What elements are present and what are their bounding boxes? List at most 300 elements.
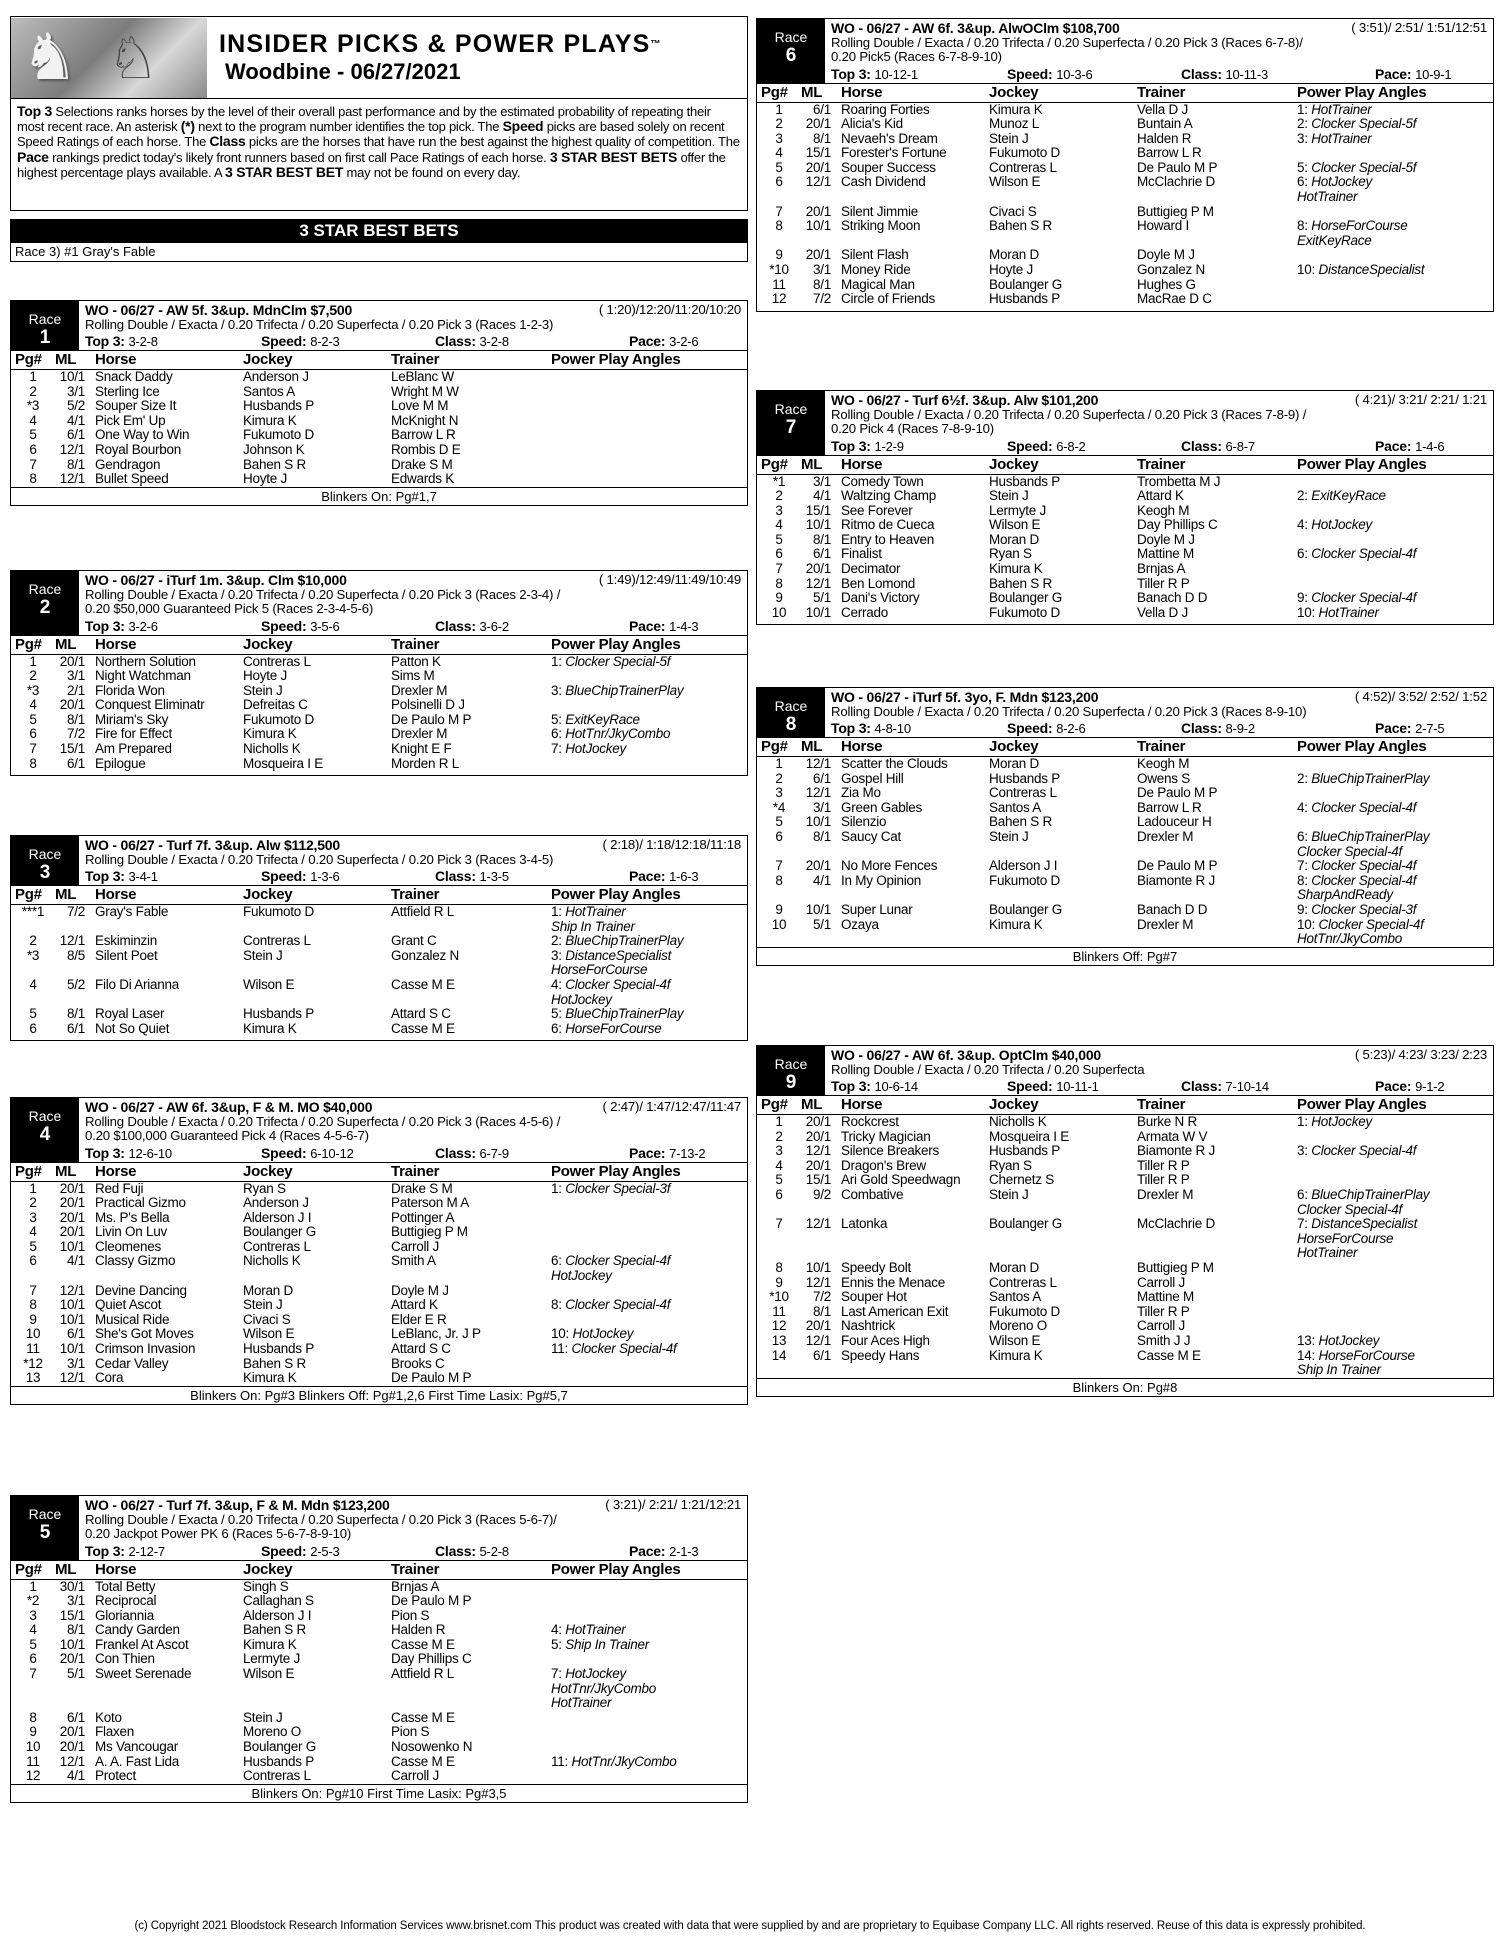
column-angles: Power Play Angles (1297, 1096, 1493, 1115)
race-number: 2 (39, 597, 51, 618)
race-conditions-row (831, 1048, 1493, 1063)
program-number: 6 (29, 1253, 37, 1269)
class-value: 1-3-5 (479, 869, 509, 884)
program-number: 14 (771, 1347, 787, 1363)
power-play-angle (1297, 102, 1493, 117)
speed-label: Speed: (261, 617, 307, 634)
program-number: 4 (775, 145, 783, 161)
angle-text: Clocker Special-4f (1318, 916, 1424, 932)
table-row (11, 1313, 747, 1328)
trainer-name: Morden R L (391, 755, 460, 771)
horse-name (95, 1269, 243, 1284)
morning-line (801, 932, 841, 947)
program-number: 7 (29, 1666, 37, 1682)
table-row (11, 949, 747, 964)
horse-name: Waltzing Champ (841, 488, 937, 504)
table-row (11, 1357, 747, 1372)
jockey-name: Kimura K (243, 726, 297, 742)
angle-text: HorseForCourse (1318, 1347, 1415, 1363)
top3-picks (831, 438, 1007, 455)
column-trainer: Trainer (1137, 738, 1297, 757)
power-play-angle (1297, 161, 1493, 176)
table-row (11, 1652, 747, 1667)
horse-name: Roaring Forties (841, 101, 930, 117)
trainer-name: Trombetta M J (1137, 473, 1221, 489)
power-play-angle (1297, 874, 1493, 889)
program-number (11, 1696, 55, 1711)
top3-label: Top 3: (85, 617, 125, 634)
jockey-name: Fukumoto D (243, 711, 315, 727)
morning-line (55, 1696, 95, 1711)
morning-line: 5/2 (66, 976, 85, 992)
entries-table (757, 738, 1493, 947)
class-value: 3-2-8 (479, 334, 509, 349)
table-row (11, 1725, 747, 1740)
power-play-angle (1297, 518, 1493, 533)
trainer-name: LeBlanc, Jr. J P (391, 1326, 481, 1342)
jockey-name: Husbands P (243, 1006, 315, 1022)
column-ml: ML (55, 886, 95, 905)
horse-name: In My Opinion (841, 872, 922, 888)
race-wagers: Rolling Double / Exacta / 0.20 Trifecta / 0.20 Superfecta / 0.20 Pick 3 (Races 7-8-9) / (831, 406, 1307, 422)
power-play-angle (1297, 263, 1493, 278)
jockey-name: Contreras L (243, 1238, 311, 1254)
pace-label: Pace: (1375, 1078, 1412, 1094)
power-play-angle (551, 1769, 747, 1784)
equipment-changes: Blinkers On: Pg#10 First Time Lasix: Pg#3,5 (11, 1784, 747, 1802)
trainer-name: Vella D J (1137, 101, 1189, 117)
horse-name (841, 845, 989, 860)
power-play-angle (551, 1225, 747, 1240)
morning-line: 15/1 (805, 1172, 831, 1188)
program-number: 13 (25, 1370, 41, 1386)
program-number: 2 (29, 933, 37, 949)
table-row (757, 1276, 1493, 1291)
angle-text: DistanceSpecialist (1311, 1216, 1418, 1232)
horse-name: She's Got Moves (95, 1326, 194, 1342)
morning-line: 6/1 (66, 1326, 85, 1342)
power-play-angle (551, 713, 747, 728)
horse-name: Gospel Hill (841, 770, 904, 786)
race-conditions-row (831, 393, 1493, 408)
angle-text: Clocker Special-5f (565, 653, 671, 669)
table-row (757, 1334, 1493, 1349)
table-row (757, 1130, 1493, 1145)
program-number: 7 (29, 741, 37, 757)
race-picks (831, 719, 1493, 737)
pace-picks (1375, 66, 1485, 83)
power-play-angle (1297, 292, 1493, 307)
horse-name: Am Prepared (95, 741, 172, 757)
program-number: 7 (29, 456, 37, 472)
race-header (757, 391, 1493, 456)
table-row (11, 1327, 747, 1342)
table-row (757, 772, 1493, 787)
pace-value: 10-9-1 (1415, 66, 1452, 82)
trainer-name: Polsinelli D J (391, 697, 465, 713)
jockey-name: Kimura K (243, 412, 297, 428)
trainer-name: LeBlanc W (391, 369, 455, 384)
program-number: 11 (772, 276, 786, 292)
angle-number: 1: (551, 904, 566, 919)
morning-line: 4/1 (66, 1768, 85, 1784)
race-6-card (756, 18, 1494, 312)
power-play-angle (551, 1298, 747, 1313)
program-number: 7 (775, 858, 783, 874)
angle-text: BlueChipTrainerPlay (1311, 828, 1430, 844)
trainer-name: Halden R (391, 1622, 446, 1638)
table-row (757, 830, 1493, 845)
race-badge (757, 1046, 825, 1096)
speed-picks (261, 868, 435, 885)
top3-label: Top 3: (831, 65, 871, 82)
pace-value: 2-1-3 (669, 1543, 699, 1559)
horse-name: No More Fences (841, 858, 938, 874)
race-badge (757, 391, 825, 456)
horse-name: Ben Lomond (841, 575, 916, 591)
trainer-name: Barrow L R (1137, 145, 1202, 161)
jockey-name: Anderson J (243, 1195, 309, 1211)
angle-number: 3: (1297, 130, 1312, 146)
top3-value: 10-6-14 (874, 1079, 918, 1094)
program-number: 3 (775, 502, 783, 518)
jockey-name (989, 1203, 1137, 1218)
trainer-name: Tiller R P (1137, 1157, 1190, 1173)
power-play-angle (551, 1740, 747, 1755)
column-horse: Horse (841, 456, 989, 475)
table-row (11, 1225, 747, 1240)
power-play-angle (551, 414, 747, 429)
horse-name: Flaxen (95, 1724, 135, 1740)
program-number: 11 (26, 1753, 40, 1769)
horse-name: Bullet Speed (95, 471, 169, 487)
horse-name: One Way to Win (95, 427, 190, 443)
jockey-name: Wilson E (243, 1666, 295, 1682)
column-pg: Pg# (757, 1096, 801, 1115)
morning-line: 20/1 (805, 159, 831, 175)
pace-picks (629, 868, 739, 885)
race-wagers: 0.20 Pick 4 (Races 7-8-9-10) (831, 421, 994, 436)
class-label: Class: (1181, 65, 1222, 82)
table-row (757, 292, 1493, 307)
power-play-angle (551, 757, 747, 772)
jockey-name: Husbands P (243, 1341, 315, 1357)
program-number: 8 (775, 218, 783, 234)
table-row (757, 577, 1493, 592)
table-row (757, 1115, 1493, 1130)
column-ml: ML (801, 1096, 841, 1115)
horse-name: Rockcrest (841, 1114, 899, 1129)
angle-text: DistanceSpecialist (565, 947, 672, 963)
race-badge (11, 1496, 79, 1561)
power-play-angle (551, 385, 747, 400)
trainer-name (1137, 1246, 1297, 1261)
program-number: 6 (29, 1020, 37, 1036)
race-wagers: Rolling Double / Exacta / 0.20 Trifecta / 0.20 Superfecta / 0.20 Pick 3 (Races 2-3-4) / (85, 586, 561, 602)
table-header (11, 351, 747, 370)
race-conditions: WO - 06/27 - AW 6f. 3&up. OptClm $40,000 (831, 1047, 1101, 1063)
column-ml: ML (801, 84, 841, 103)
race-info (85, 1496, 747, 1560)
jockey-name: Civaci S (243, 1311, 291, 1327)
speed-picks (261, 618, 435, 635)
table-row (757, 859, 1493, 874)
race-picks (85, 867, 747, 885)
horse-name: Silence Breakers (841, 1143, 940, 1159)
class-picks (435, 868, 629, 885)
trainer-name: Day Phillips C (391, 1651, 472, 1667)
race-post-times: ( 2:18)/ 1:18/12:18/11:18 (602, 837, 741, 852)
race-badge (757, 688, 825, 738)
column-pg: Pg# (11, 351, 55, 370)
race-header (757, 688, 1493, 738)
angle-number: 7: (551, 1666, 566, 1682)
jockey-name: Wilson E (989, 517, 1041, 533)
angle-number: 2: (1297, 770, 1312, 786)
speed-label: Speed: (1007, 720, 1053, 736)
race-8-card (756, 687, 1494, 966)
morning-line: 20/1 (805, 247, 831, 263)
angle-text: HotJockey (565, 741, 627, 757)
horse-name: Con Thien (95, 1651, 155, 1667)
jockey-name: Moran D (243, 1282, 294, 1298)
power-play-angle (551, 428, 747, 443)
horse-name: Souper Success (841, 159, 936, 175)
trainer-name: Doyle M J (391, 1282, 449, 1298)
angle-text: Clocker Special-3f (1311, 901, 1417, 917)
morning-line: 20/1 (59, 1724, 85, 1740)
program-number: 10 (771, 916, 787, 932)
column-horse: Horse (95, 351, 243, 370)
jockey-name (989, 190, 1137, 205)
angle-number: 5: (551, 711, 566, 727)
race-header (11, 1098, 747, 1163)
horse-name: Filo Di Arianna (95, 976, 180, 992)
horse-name: Magical Man (841, 276, 915, 292)
table-row (11, 1667, 747, 1682)
power-play-angle (1297, 132, 1493, 147)
morning-line: 8/1 (812, 1303, 831, 1319)
column-trainer: Trainer (1137, 1096, 1297, 1115)
power-play-angle (551, 934, 747, 949)
trainer-name: Casse M E (1137, 1347, 1201, 1363)
top3-value: 12-6-10 (128, 1145, 172, 1161)
program-number: ***1 (21, 904, 45, 919)
table-row (757, 146, 1493, 161)
column-trainer: Trainer (391, 636, 551, 655)
column-angles: Power Play Angles (551, 636, 747, 655)
trainer-name: Pottinger A (391, 1209, 455, 1225)
top3-picks (85, 1543, 261, 1560)
top3-label: Top 3: (831, 720, 871, 736)
pace-label: Pace: (1375, 437, 1412, 454)
power-play-angle: Ship In Trainer (1297, 1362, 1381, 1378)
column-horse: Horse (841, 738, 989, 757)
morning-line: 20/1 (805, 1318, 831, 1334)
trainer-name: Banach D D (1137, 590, 1208, 606)
morning-line: 12/1 (59, 1370, 85, 1386)
jockey-name: Boulanger G (989, 590, 1063, 606)
class-value: 7-10-14 (1225, 1079, 1269, 1094)
horse-name: Royal Bourbon (95, 441, 182, 457)
power-play-angle (1297, 175, 1493, 190)
program-number (11, 963, 55, 978)
horse-name (841, 1232, 989, 1247)
top3-picks (831, 1078, 1007, 1095)
table-row (11, 963, 747, 978)
jockey-name: Bahen S R (243, 1622, 307, 1638)
race-number: 1 (39, 327, 51, 348)
morning-line (55, 963, 95, 978)
angle-text: Clocker Special-5f (1311, 116, 1417, 132)
table-row (757, 1188, 1493, 1203)
race-wagers: 0.20 $100,000 Guaranteed Pick 4 (Races 4-5-6-7) (85, 1128, 369, 1143)
table-row (11, 993, 747, 1008)
trainer-name: Wright M W (391, 383, 459, 399)
power-play-angle (551, 458, 747, 473)
trainer-name (1137, 1203, 1297, 1218)
morning-line: 12/1 (59, 1282, 85, 1298)
morning-line: 20/1 (59, 1739, 85, 1755)
trainer-name: Nosowenko N (391, 1739, 473, 1755)
jockey-name: Kimura K (989, 916, 1043, 932)
trainer-name: Drexler M (391, 682, 448, 698)
race-conditions: WO - 06/27 - Turf 7f. 3&up, F & M. Mdn $123,200 (85, 1497, 390, 1513)
jockey-name: Nicholls K (243, 1253, 301, 1269)
trainer-name: De Paulo M P (391, 1593, 472, 1609)
horse-name: Comedy Town (841, 473, 924, 489)
column-horse: Horse (95, 636, 243, 655)
horse-name: Souper Hot (841, 1289, 907, 1305)
table-row (11, 1755, 747, 1770)
power-play-angle (551, 1211, 747, 1226)
program-number (11, 920, 55, 935)
program-number: 8 (29, 1709, 37, 1725)
program-number: 9 (29, 1724, 37, 1740)
race-conditions: WO - 06/27 - Turf 7f. 3&up. Alw $112,500 (85, 837, 340, 853)
left-column (10, 0, 748, 262)
program-number: 8 (29, 1297, 37, 1313)
morning-line: 3/1 (812, 262, 831, 278)
power-play-angle (551, 1667, 747, 1682)
spacer (11, 771, 747, 775)
race-wagers: Rolling Double / Exacta / 0.20 Trifecta / 0.20 Superfecta / 0.20 Pick 3 (Races 6-7-8)/ (831, 34, 1303, 50)
horse-name: Money Ride (841, 262, 911, 278)
morning-line: 8/1 (66, 711, 85, 727)
jockey-name: Kimura K (989, 1347, 1043, 1363)
angle-text: Clocker Special-4f (1311, 1143, 1417, 1159)
table-row (11, 1594, 747, 1609)
top3-picks (831, 66, 1007, 83)
horse-name: Ozaya (841, 916, 879, 932)
angle-number: 6: (1297, 828, 1312, 844)
trainer-name: Pion S (391, 1607, 430, 1623)
horse-name (95, 1696, 243, 1711)
pace-picks (1375, 1078, 1485, 1095)
power-play-angle (1297, 859, 1493, 874)
morning-line: 8/1 (66, 456, 85, 472)
horse-name: Nashtrick (841, 1318, 896, 1334)
race-badge (11, 836, 79, 886)
table-row (11, 1371, 747, 1386)
horse-name: Cedar Valley (95, 1355, 169, 1371)
program-number: 10 (771, 604, 787, 620)
angle-text: HotJockey (1311, 174, 1373, 190)
table-row (757, 132, 1493, 147)
class-label: Class: (435, 1542, 476, 1559)
pace-picks (629, 1145, 739, 1162)
horse-name: Silent Poet (95, 947, 158, 963)
power-play-angle: HotTrainer (1297, 1245, 1358, 1261)
power-play-angle (1297, 606, 1493, 621)
trainer-name (1137, 234, 1297, 249)
table-row (757, 1173, 1493, 1188)
morning-line: 12/1 (59, 471, 85, 487)
program-number: *4 (772, 799, 786, 815)
program-number: 2 (775, 116, 783, 132)
angle-number: 8: (551, 1297, 566, 1313)
pace-value: 9-1-2 (1415, 1079, 1445, 1094)
horse-name: Frankel At Ascot (95, 1636, 189, 1652)
race-5-card (10, 1495, 748, 1803)
column-jockey: Jockey (989, 84, 1137, 103)
morning-line: 6/1 (812, 1347, 831, 1363)
entries-table (757, 456, 1493, 621)
program-number: 5 (29, 1238, 37, 1254)
table-row (11, 920, 747, 935)
program-number: 5 (29, 427, 37, 443)
page-subtitle: Woodbine - 06/27/2021 (225, 59, 461, 84)
angle-text: Clocker Special-3f (565, 1180, 671, 1196)
angle-text: HotTrainer (565, 904, 626, 919)
race-conditions: WO - 06/27 - AW 6f. 3&up, F & M. MO $40,000 (85, 1099, 373, 1115)
race-info (831, 1046, 1493, 1095)
table-row (11, 385, 747, 400)
race-conditions: WO - 06/27 - AW 6f. 3&up. AlwOClm $108,700 (831, 20, 1120, 36)
morning-line (801, 888, 841, 903)
trainer-name (391, 963, 551, 978)
angle-number: 4: (551, 1622, 566, 1638)
trainer-name: Barrow L R (1137, 799, 1202, 815)
program-number: 4 (29, 412, 37, 428)
power-play-angle (551, 1022, 747, 1037)
morning-line: 3/1 (66, 1593, 85, 1609)
table-row (757, 489, 1493, 504)
power-play-angle (551, 1181, 747, 1196)
power-play-angle (551, 684, 747, 699)
jockey-name: Moran D (989, 1259, 1040, 1275)
power-play-angle (551, 669, 747, 684)
power-play-angle: HotJockey (551, 991, 612, 1007)
morning-line: 20/1 (59, 653, 85, 669)
speed-label: Speed: (261, 1144, 307, 1161)
program-number: 1 (29, 653, 37, 669)
trainer-name: Brnjas A (1137, 561, 1186, 577)
morning-line: 8/1 (66, 1006, 85, 1022)
power-play-angle (551, 443, 747, 458)
horse-name: Zia Mo (841, 785, 881, 801)
morning-line: 10/1 (805, 218, 831, 234)
jockey-name (989, 1232, 1137, 1247)
copyright-footer: (c) Copyright 2021 Bloodstock Research Information Services www.brisnet.com This product was created with data that were supplied by and are proprietary to Equibase Company LLC. All rights reserved. Reuse of this data is expressly prohibited. (134, 1920, 1366, 1932)
race-wagers: Rolling Double / Exacta / 0.20 Trifecta / 0.20 Superfecta / 0.20 Pick 3 (Races 3-4-5) (85, 851, 554, 867)
jockey-name: Contreras L (243, 653, 311, 669)
top3-picks (831, 720, 1007, 737)
power-play-angle: Clocker Special-4f (1297, 843, 1403, 859)
morning-line: 6/1 (812, 770, 831, 786)
jockey-name: Fukumoto D (989, 604, 1061, 620)
race-post-times: ( 3:21)/ 2:21/ 1:21/12:21 (605, 1497, 741, 1512)
